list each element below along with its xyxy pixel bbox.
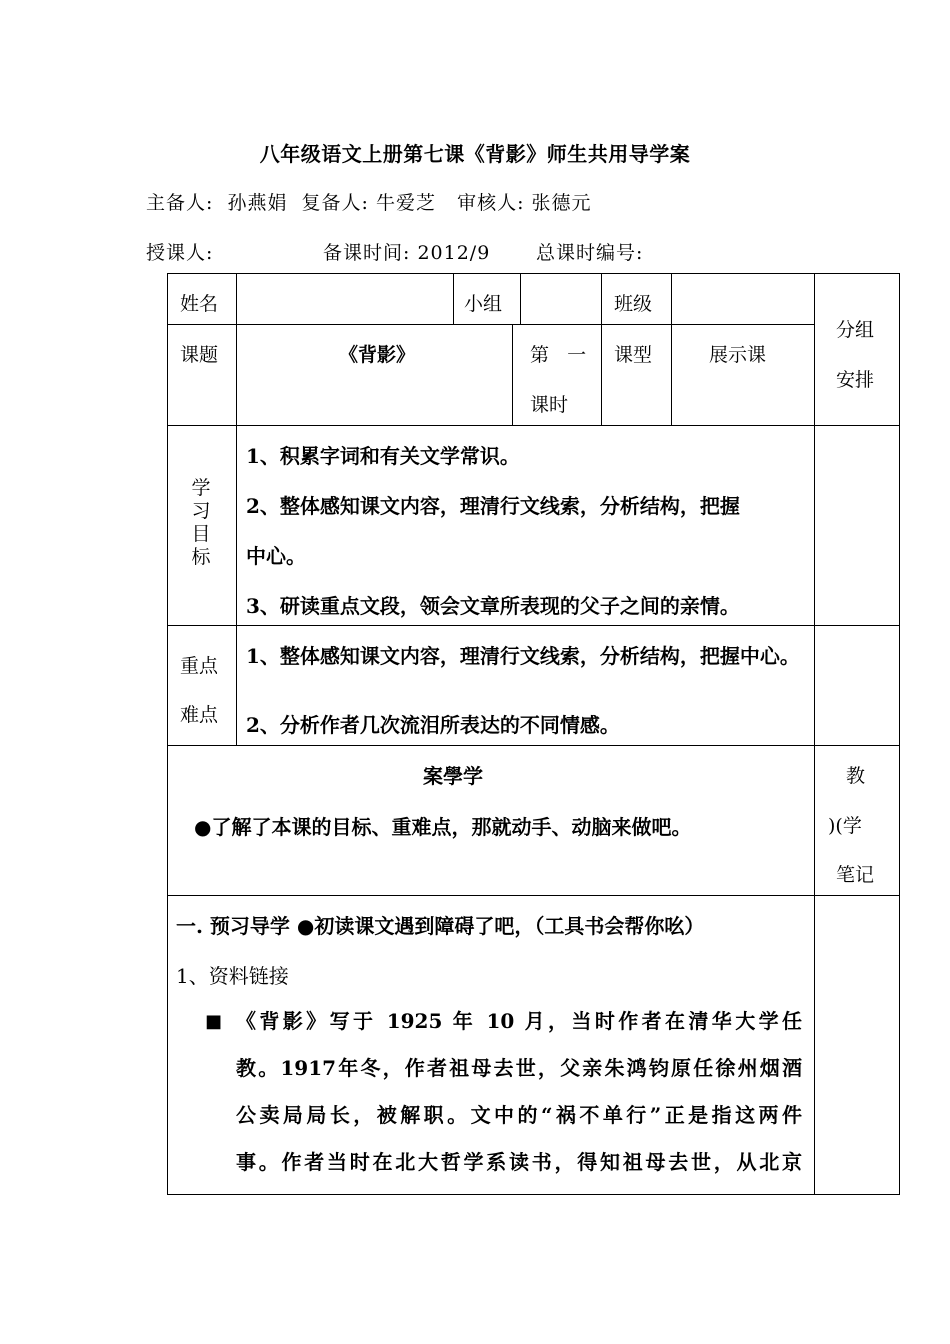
- paragraph-line: 《背影》写于 1925 年 10 月，当时作者在清华大学任: [236, 1009, 802, 1033]
- goal-item: 中心。: [246, 544, 306, 568]
- group-label: 小组: [464, 293, 503, 315]
- notes-label-1: 教: [846, 765, 866, 787]
- section-title: 一. 预习导学 ●初读课文遇到障碍了吧，（工具书会帮你吆）: [176, 914, 705, 938]
- group-arrange-label-1: 分组: [836, 319, 875, 341]
- paragraph-line: 教。1917年冬，作者祖母去世，父亲朱鸿钧原任徐州烟酒: [236, 1056, 802, 1080]
- paragraph-line: 公卖局局长，被解职。文中的“祸不单行”正是指这两件: [236, 1103, 802, 1127]
- learning-goals: [246, 431, 808, 631]
- preparers-line: 主备人: 孙燕娟 复备人: 牛爱芝 审核人: 张德元: [146, 192, 592, 214]
- group-arrange-label-2: 安排: [836, 369, 875, 391]
- bullet-icon: ■: [205, 1011, 223, 1032]
- type-label: 课型: [614, 344, 653, 366]
- goals-label: [185, 477, 217, 569]
- prep-time: 备课时间: 2012/9: [323, 242, 491, 264]
- period-label-1: 第 一: [530, 344, 587, 366]
- goals-label-char: 目: [191, 523, 211, 545]
- topic-label: 课题: [180, 344, 219, 366]
- class-label: 班级: [614, 293, 653, 315]
- page-title: 八年级语文上册第七课《背影》师生共用导学案: [259, 142, 691, 166]
- name-label: 姓名: [180, 293, 219, 315]
- period-label-2: 课时: [530, 394, 569, 416]
- type-value: 展示课: [709, 344, 767, 366]
- plan-title: 案學学: [423, 764, 483, 788]
- key-point-2: 2、分析作者几次流泪所表达的不同情感。: [246, 713, 620, 737]
- topic-value: 《背影》: [339, 344, 416, 366]
- goal-item: 2、整体感知课文内容，理清行文线索，分析结构，把握: [246, 494, 740, 518]
- paragraph-line: 事。作者当时在北大哲学系读书，得知祖母去世，从北京: [236, 1150, 802, 1174]
- goals-label-char: 学: [191, 477, 211, 499]
- total-lesson-number: 总课时编号:: [536, 242, 644, 264]
- plan-intro: ●了解了本课的目标、重难点，那就动手、动脑来做吧。: [194, 815, 692, 839]
- key-label-1: 重点: [180, 655, 219, 677]
- goals-label-char: 标: [191, 546, 211, 568]
- background-paragraph: [236, 998, 802, 1186]
- key-label-2: 难点: [180, 704, 219, 726]
- goal-item: 3、研读重点文段，领会文章所表现的父子之间的亲情。: [246, 594, 740, 618]
- notes-label-3: 笔记: [836, 864, 875, 886]
- sub-title: 1、资料链接: [176, 964, 289, 988]
- notes-label-2: )(学: [828, 815, 862, 837]
- key-point-1: 1、整体感知课文内容，理清行文线索，分析结构，把握中心。: [246, 644, 800, 668]
- goal-item: 1、积累字词和有关文学常识。: [246, 444, 520, 468]
- teacher-label: 授课人:: [146, 242, 214, 264]
- goals-label-char: 习: [191, 500, 211, 522]
